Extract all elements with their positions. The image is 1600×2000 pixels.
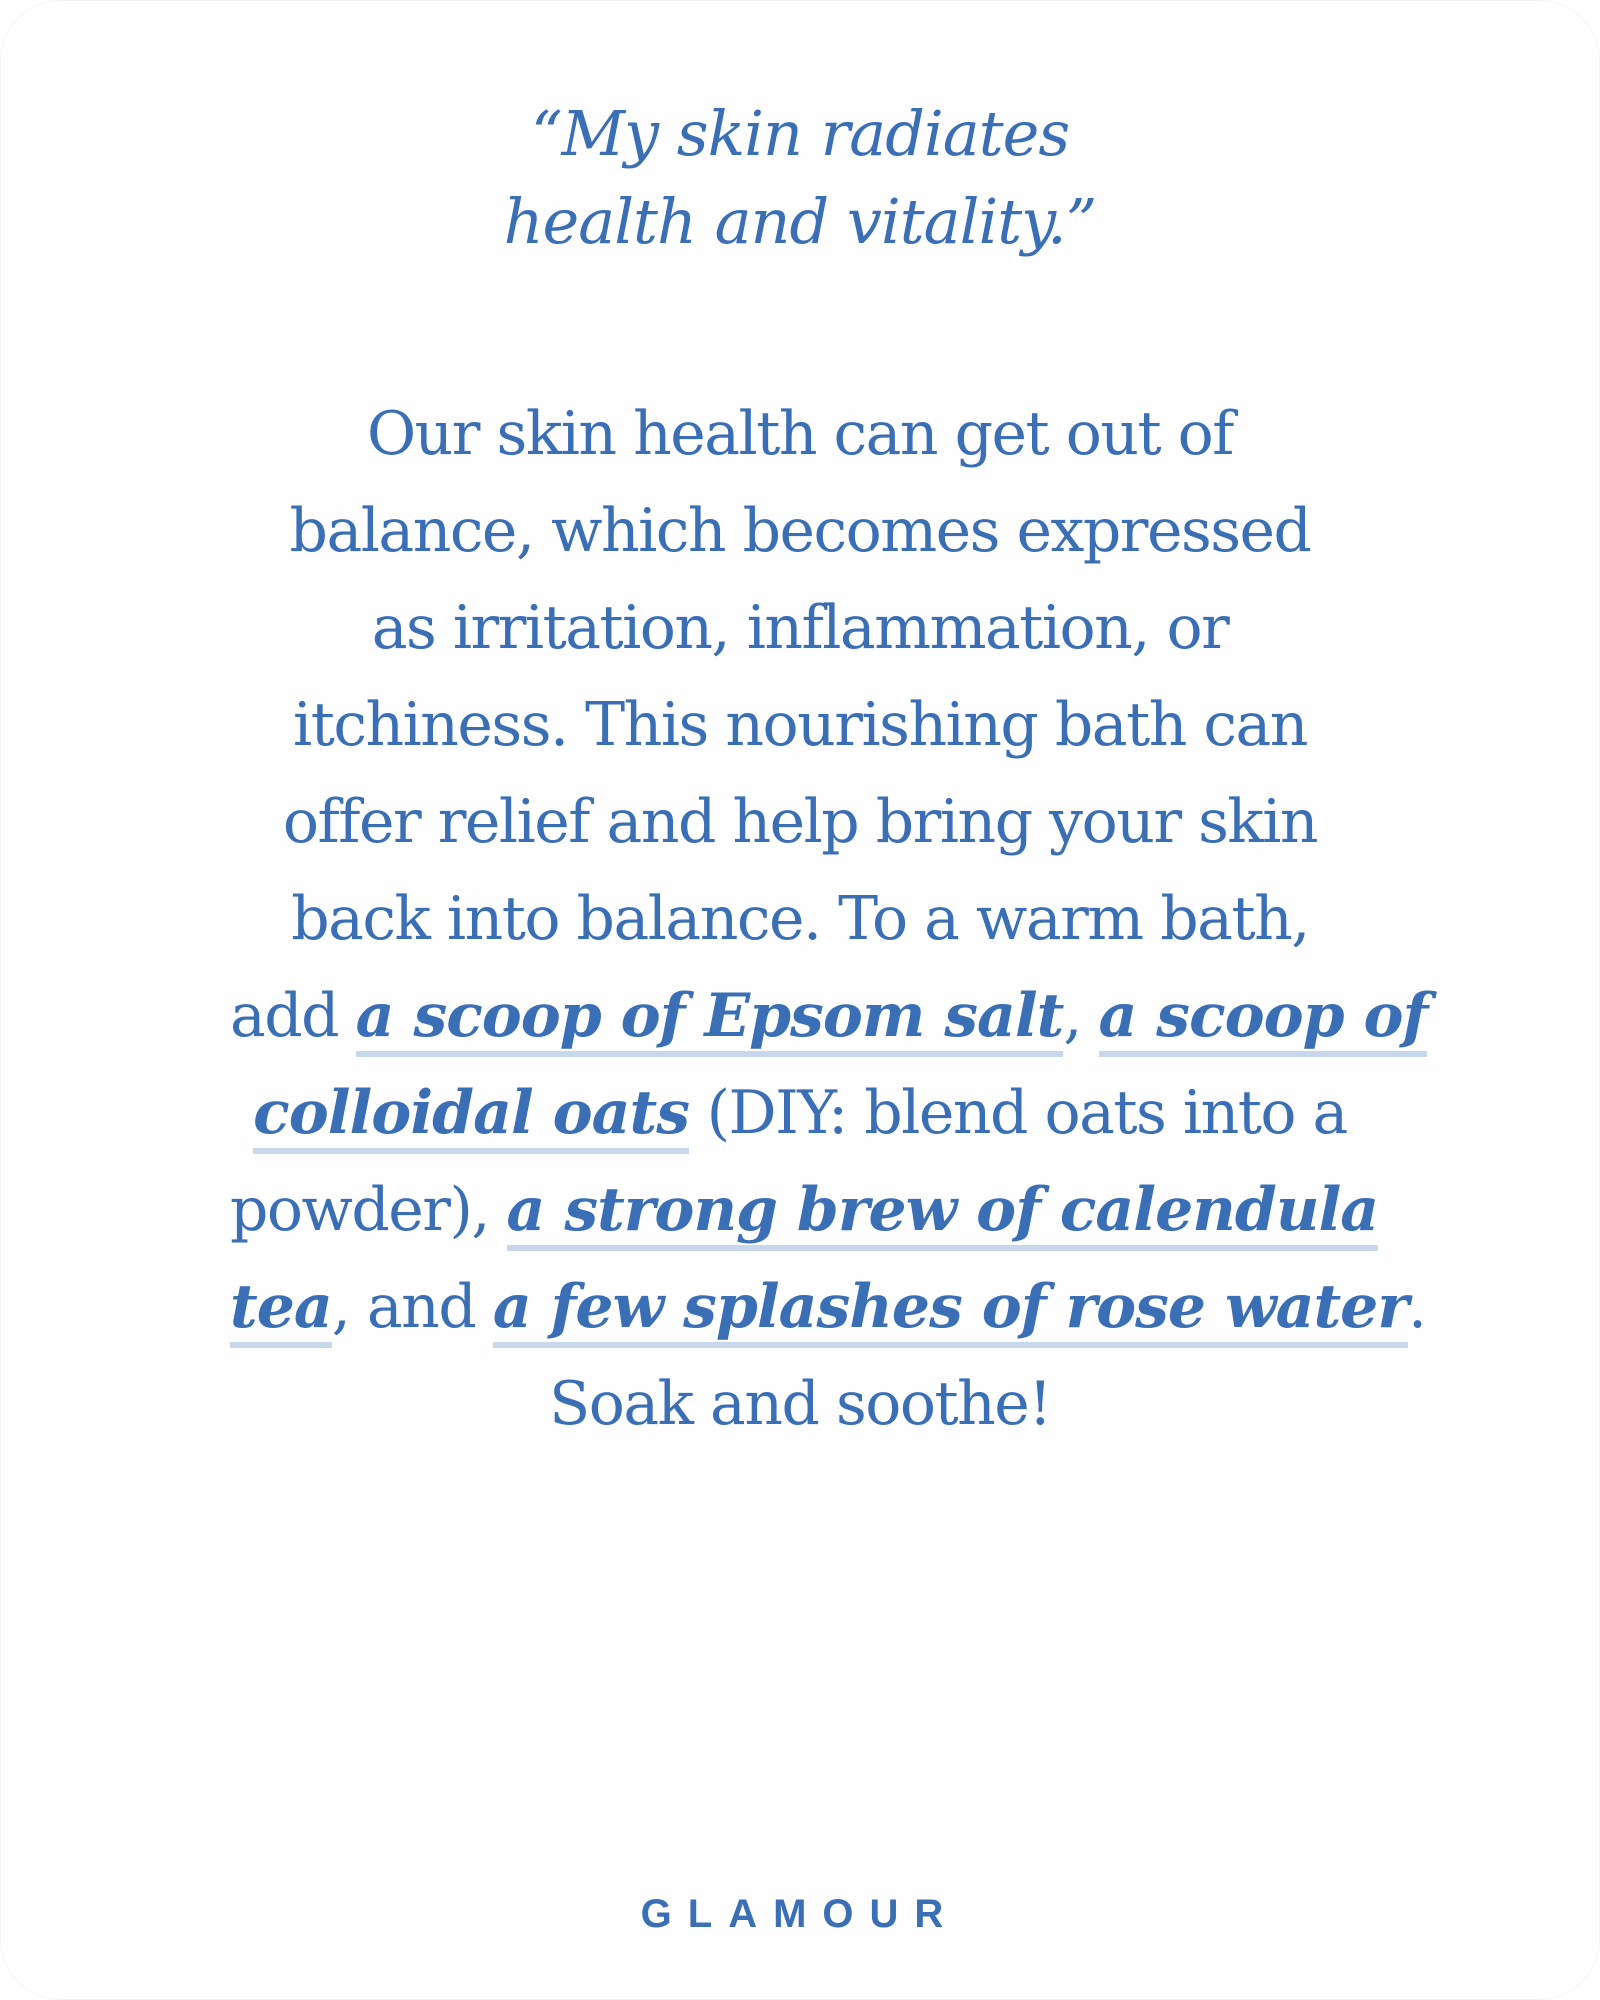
body-text-fragment: . [1407,1272,1426,1342]
glamour-logo: GLAMOUR [640,1892,960,1936]
body-line [230,1065,1370,1162]
rose-water-link[interactable]: a few splashes of rose water [493,1272,1408,1348]
body-text-fragment: powder), [230,1175,507,1245]
pull-quote-line-1: “My skin radiates [530,97,1070,170]
body-line: offer relief and help bring your skin [282,787,1318,857]
body-text-fragment: (DIY: blend oats into a [689,1078,1347,1148]
body-line [230,1259,1426,1356]
body-line: Our skin health can get out of [366,399,1234,469]
colloidal-oats-link[interactable]: a scoop of [1099,981,1428,1057]
body-line: as irritation, inflammation, or [371,593,1229,663]
body-text-fragment: add [230,981,356,1051]
body-paragraph [230,386,1428,1453]
body-line: Soak and soothe! [549,1369,1051,1439]
pull-quote [200,90,1400,266]
body-line: itchiness. This nourishing bath can [293,690,1307,760]
body-line [230,1162,1379,1259]
body-text-fragment: , [1063,981,1099,1051]
colloidal-oats-link[interactable]: colloidal oats [253,1078,689,1154]
body-text-fragment: , and [331,1272,493,1342]
body-line [230,968,1428,1065]
calendula-tea-link[interactable]: tea [230,1272,332,1348]
calendula-tea-link[interactable]: a strong brew of calendula [507,1175,1379,1251]
pull-quote-line-2: health and vitality.” [503,185,1097,258]
body-line: back into balance. To a warm bath, [291,884,1309,954]
epsom-salt-link[interactable]: a scoop of Epsom salt [356,981,1064,1057]
body-line: balance, which becomes expressed [289,496,1311,566]
